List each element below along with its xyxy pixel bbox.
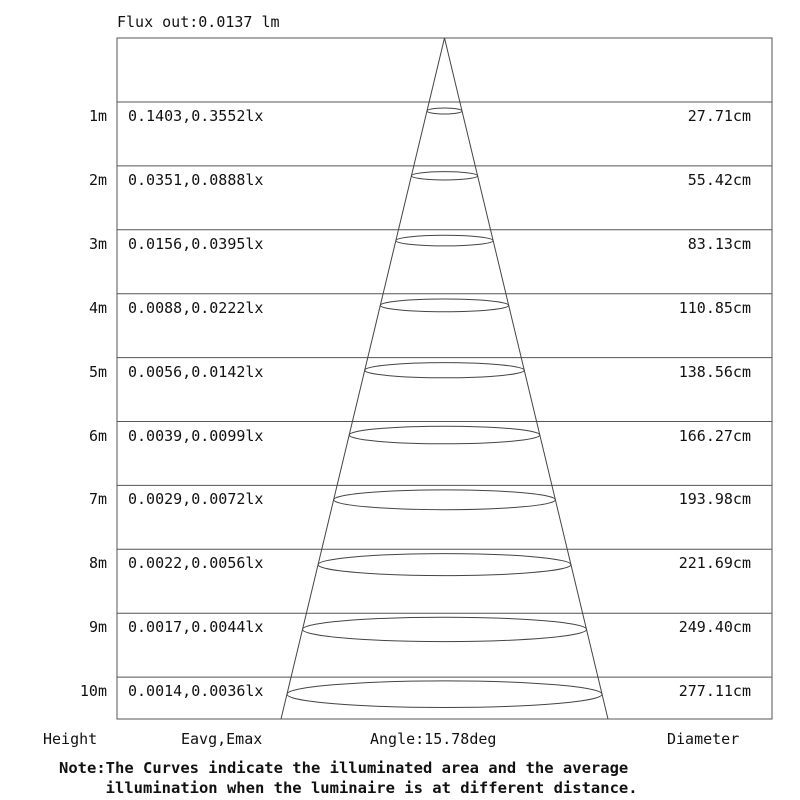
beam-ellipse — [365, 363, 525, 378]
row-height-label: 2m — [88, 170, 107, 189]
row-illuminance-values: 0.0156,0.0395lx — [128, 234, 264, 253]
row-height-label: 3m — [88, 234, 107, 253]
row-diameter-value: 27.71cm — [687, 107, 751, 125]
beam-ellipse — [303, 617, 587, 641]
row-illuminance-values: 0.0351,0.0888lx — [128, 170, 264, 189]
beam-right-edge — [445, 38, 609, 719]
angle-label: Angle:15.78deg — [370, 730, 497, 748]
row-illuminance-values: 0.0029,0.0072lx — [128, 490, 264, 509]
row-diameter-value: 277.11cm — [678, 682, 751, 701]
row-height-label: 6m — [88, 426, 107, 445]
beam-ellipse — [334, 490, 556, 510]
beam-ellipses — [287, 108, 602, 708]
beam-ellipse — [318, 554, 571, 576]
diameter-column-label: Diameter — [667, 730, 740, 748]
beam-ellipse — [380, 299, 508, 312]
row-illuminance-values: 0.0039,0.0099lx — [128, 426, 264, 445]
row-diameter-value: 55.42cm — [687, 170, 751, 189]
row-height-label: 1m — [88, 107, 107, 125]
row-height-label: 4m — [88, 298, 107, 317]
eavg-emax-column-label: Eavg,Emax — [181, 730, 263, 748]
note-line-2: illumination when the luminaire is at different distance. — [59, 779, 638, 797]
row-diameter-value: 138.56cm — [678, 362, 751, 381]
height-column-label: Height — [43, 730, 98, 748]
row-illuminance-values: 0.0056,0.0142lx — [128, 362, 264, 381]
row-illuminance-values: 0.1403,0.3552lx — [128, 107, 264, 125]
flux-label: Flux out:0.0137 lm — [117, 13, 280, 31]
row-illuminance-values: 0.0014,0.0036lx — [128, 682, 264, 701]
row-diameter-value: 221.69cm — [678, 554, 751, 573]
row-diameter-value: 83.13cm — [687, 234, 751, 253]
row-height-label: 7m — [88, 490, 107, 509]
row-height-label: 5m — [88, 362, 107, 381]
beam-left-edge — [281, 38, 445, 719]
row-diameter-value: 166.27cm — [678, 426, 751, 445]
beam-ellipse — [287, 681, 602, 708]
row-illuminance-values: 0.0017,0.0044lx — [128, 618, 264, 637]
row-diameter-value: 193.98cm — [678, 490, 751, 509]
note-line-1: Note:The Curves indicate the illuminated area and the average — [59, 759, 629, 777]
row-illuminance-values: 0.0022,0.0056lx — [128, 554, 264, 573]
row-diameter-value: 110.85cm — [678, 298, 751, 317]
row-illuminance-values: 0.0088,0.0222lx — [128, 298, 264, 317]
row-diameter-value: 249.40cm — [678, 618, 751, 637]
beam-ellipse — [411, 172, 477, 180]
beam-ellipse — [349, 426, 540, 444]
beam-ellipse — [396, 235, 493, 246]
row-height-label: 9m — [88, 618, 107, 637]
row-height-label: 10m — [79, 682, 107, 701]
beam-ellipse — [427, 108, 462, 114]
row-height-label: 8m — [88, 554, 107, 573]
